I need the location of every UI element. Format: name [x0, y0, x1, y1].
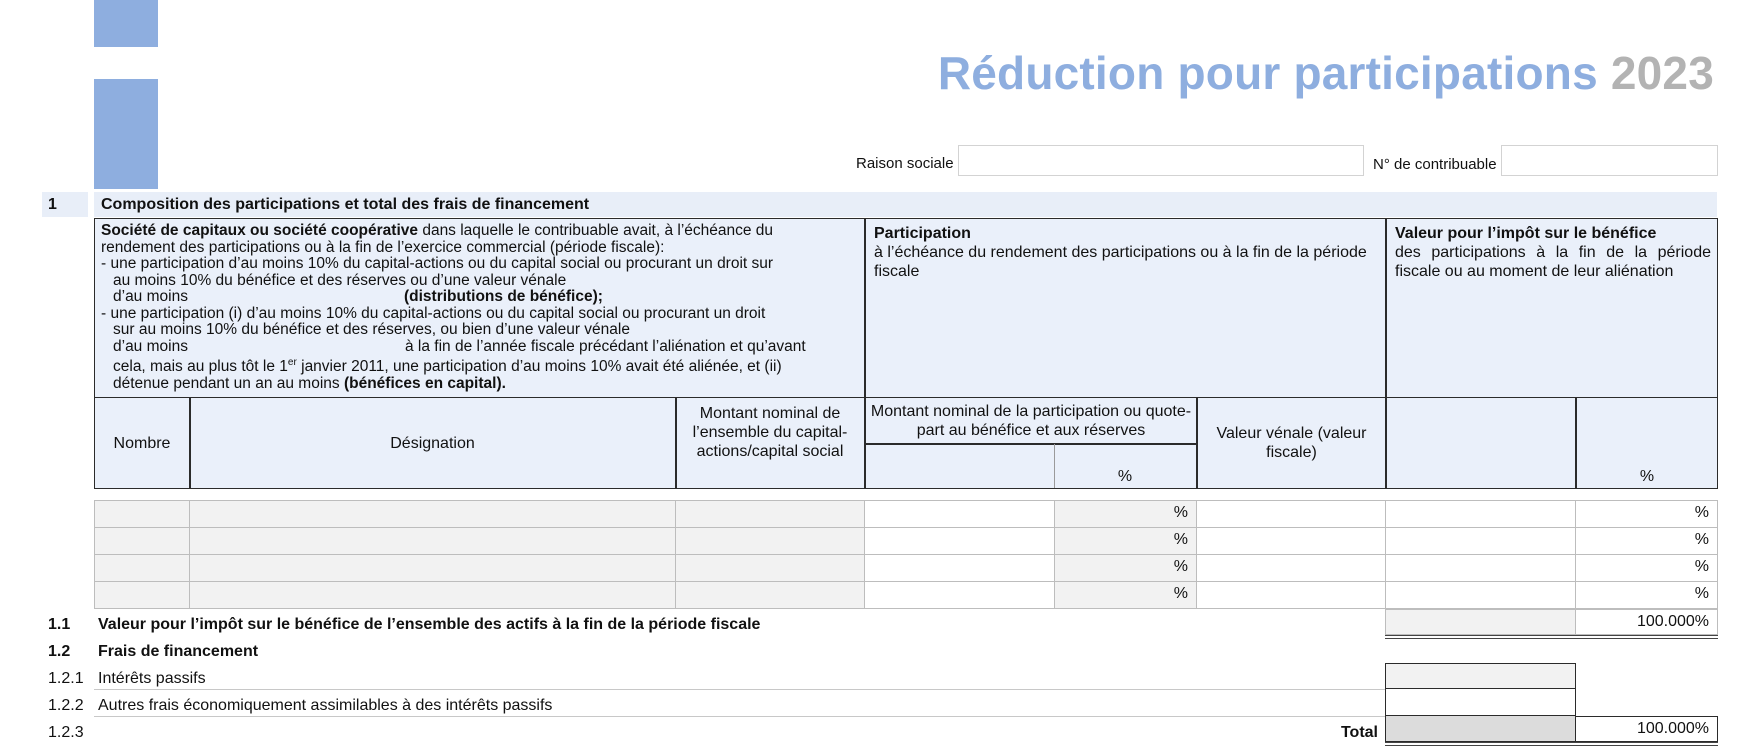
designation-cell[interactable]: [189, 527, 676, 555]
line-1-2-label: Frais de financement: [98, 643, 259, 660]
nominal-total-cell[interactable]: [675, 581, 865, 609]
desc-line: d’au moins: [113, 288, 188, 305]
number-cell[interactable]: [94, 527, 190, 555]
divider: [864, 443, 1197, 445]
taxpayer-number-label: N° de contribuable: [1373, 156, 1497, 173]
participation-text: à l’échéance du rendement des participations ou à la fin de la période fiscale: [874, 244, 1367, 280]
nominal-part-cell[interactable]: [864, 581, 1055, 609]
taxpayer-number-field[interactable]: [1501, 145, 1718, 176]
participation-percent-cell: %: [1054, 581, 1197, 609]
col-value-percent-header: %: [1639, 468, 1655, 485]
title-main: Réduction pour participations: [937, 47, 1598, 99]
number-cell[interactable]: [94, 554, 190, 582]
page-title: [938, 46, 1714, 100]
nominal-total-cell[interactable]: [675, 554, 865, 582]
line-1-1-number: 1.1: [48, 616, 71, 633]
row-separator: [94, 716, 1385, 717]
double-underline: [1385, 635, 1718, 639]
tax-value-percent-cell: %: [1575, 554, 1718, 582]
brand-bar-bottom: [94, 79, 158, 189]
col-designation-header: Désignation: [390, 435, 475, 452]
company-label: Raison sociale: [856, 155, 954, 172]
double-underline: [1385, 742, 1718, 746]
tax-value-cell[interactable]: [1385, 554, 1576, 582]
col-nominal-total-header: Montant nominal de l’ensemble du capital-actions/capital social: [692, 405, 848, 460]
divider: [1385, 218, 1387, 399]
tax-value-percent-cell: %: [1575, 500, 1718, 528]
designation-cell[interactable]: [189, 500, 676, 528]
line-1-2-3-number: 1.2.3: [48, 724, 84, 741]
desc-line: rendement des participations ou à la fin de l’exercice commercial (période fiscale):: [101, 238, 665, 256]
line-1-2-1-label: Intérêts passifs: [98, 670, 206, 687]
tax-value-title: Valeur pour l’impôt sur le bénéfice: [1395, 225, 1657, 242]
nominal-part-cell[interactable]: [864, 500, 1055, 528]
divider: [675, 397, 677, 489]
nominal-part-cell[interactable]: [864, 527, 1055, 555]
tax-value-percent-cell: %: [1575, 527, 1718, 555]
participation-percent-cell: %: [1054, 527, 1197, 555]
desc-line: janvier 2011, une participation d’au moins 10% avait été aliénée, et (ii): [296, 358, 782, 376]
nominal-total-cell[interactable]: [675, 500, 865, 528]
number-cell[interactable]: [94, 500, 190, 528]
line-1-1-percent: 100.000%: [1575, 609, 1718, 635]
row-separator: [94, 689, 1385, 690]
company-name-field[interactable]: [958, 145, 1364, 176]
total-label: Total: [1340, 724, 1378, 741]
col-nominal-part-header: Montant nominal de la participation ou quote-part au bénéfice et aux réserves: [870, 403, 1192, 439]
total-percent: 100.000%: [1575, 716, 1718, 742]
desc-line: d’au moins: [113, 337, 188, 355]
interest-expenses-field[interactable]: [1385, 663, 1576, 689]
desc-company-type: Société de capitaux ou société coopérative: [101, 222, 419, 239]
tax-value-cell[interactable]: [1385, 527, 1576, 555]
line-1-1-label: Valeur pour l’impôt sur le bénéfice de l’ensemble des actifs à la fin de la période fiscale: [98, 616, 761, 633]
desc-line: au moins 10% du bénéfice et des réserves ou d’une valeur vénale: [113, 271, 567, 289]
col-number-header: Nombre: [113, 435, 171, 452]
desc-line: - une participation (i) d’au moins 10% du capital-actions ou du capital social ou procurant un droit: [101, 304, 766, 322]
col-market-value-header: Valeur vénale (valeur fiscale): [1216, 425, 1367, 461]
market-value-cell[interactable]: [1196, 500, 1386, 528]
tax-value-cell[interactable]: [1385, 500, 1576, 528]
line-1-2-number: 1.2: [48, 643, 71, 660]
designation-cell[interactable]: [189, 581, 676, 609]
market-value-cell[interactable]: [1196, 527, 1386, 555]
desc-line: - une participation d’au moins 10% du capital-actions ou du capital social ou procurant un droit sur: [101, 255, 774, 272]
title-year: 2023: [1610, 47, 1714, 99]
number-cell[interactable]: [94, 581, 190, 609]
tax-value-cell[interactable]: [1385, 581, 1576, 609]
line-1-2-2-number: 1.2.2: [48, 697, 84, 714]
desc-line: à la fin de l’année fiscale précédant l’aliénation et qu’avant: [405, 337, 806, 355]
tax-value-text: des participations à la fin de la période fiscale ou au moment de leur aliénation: [1395, 244, 1711, 280]
tax-value-header: [1395, 224, 1711, 281]
col-percent-header: %: [1117, 468, 1133, 485]
market-value-cell[interactable]: [1196, 554, 1386, 582]
divider: [1385, 397, 1387, 489]
desc-capital-gains-label: (bénéfices en capital).: [343, 374, 506, 392]
participation-percent-cell: %: [1054, 500, 1197, 528]
desc-line: cela, mais au plus tôt le 1: [113, 358, 288, 376]
eligibility-description: [101, 223, 861, 392]
participation-title: Participation: [874, 225, 971, 242]
line-1-2-1-number: 1.2.1: [48, 670, 84, 687]
line-1-1-value-field[interactable]: [1385, 609, 1576, 635]
desc-line: détenue pendant un an au moins: [113, 374, 344, 392]
desc-superscript: er: [287, 357, 297, 368]
participation-header: [874, 224, 1374, 281]
participation-percent-cell: %: [1054, 554, 1197, 582]
designation-cell[interactable]: [189, 554, 676, 582]
brand-bar-top: [94, 0, 158, 47]
section-number: 1: [48, 196, 57, 213]
desc-distribution-label: (distributions de bénéfice);: [404, 288, 603, 305]
total-field[interactable]: [1385, 716, 1576, 742]
market-value-cell[interactable]: [1196, 581, 1386, 609]
nominal-total-cell[interactable]: [675, 527, 865, 555]
desc-line: dans laquelle le contribuable avait, à l’échéance du: [418, 222, 774, 239]
line-1-2-2-label: Autres frais économiquement assimilables à des intérêts passifs: [98, 697, 553, 714]
tax-value-percent-cell: %: [1575, 581, 1718, 609]
other-financing-costs-field[interactable]: [1385, 689, 1576, 716]
divider: [864, 218, 866, 399]
nominal-part-cell[interactable]: [864, 554, 1055, 582]
desc-line: sur au moins 10% du bénéfice et des réserves, ou bien d’une valeur vénale: [113, 321, 630, 338]
section-title: Composition des participations et total des frais de financement: [101, 196, 590, 213]
